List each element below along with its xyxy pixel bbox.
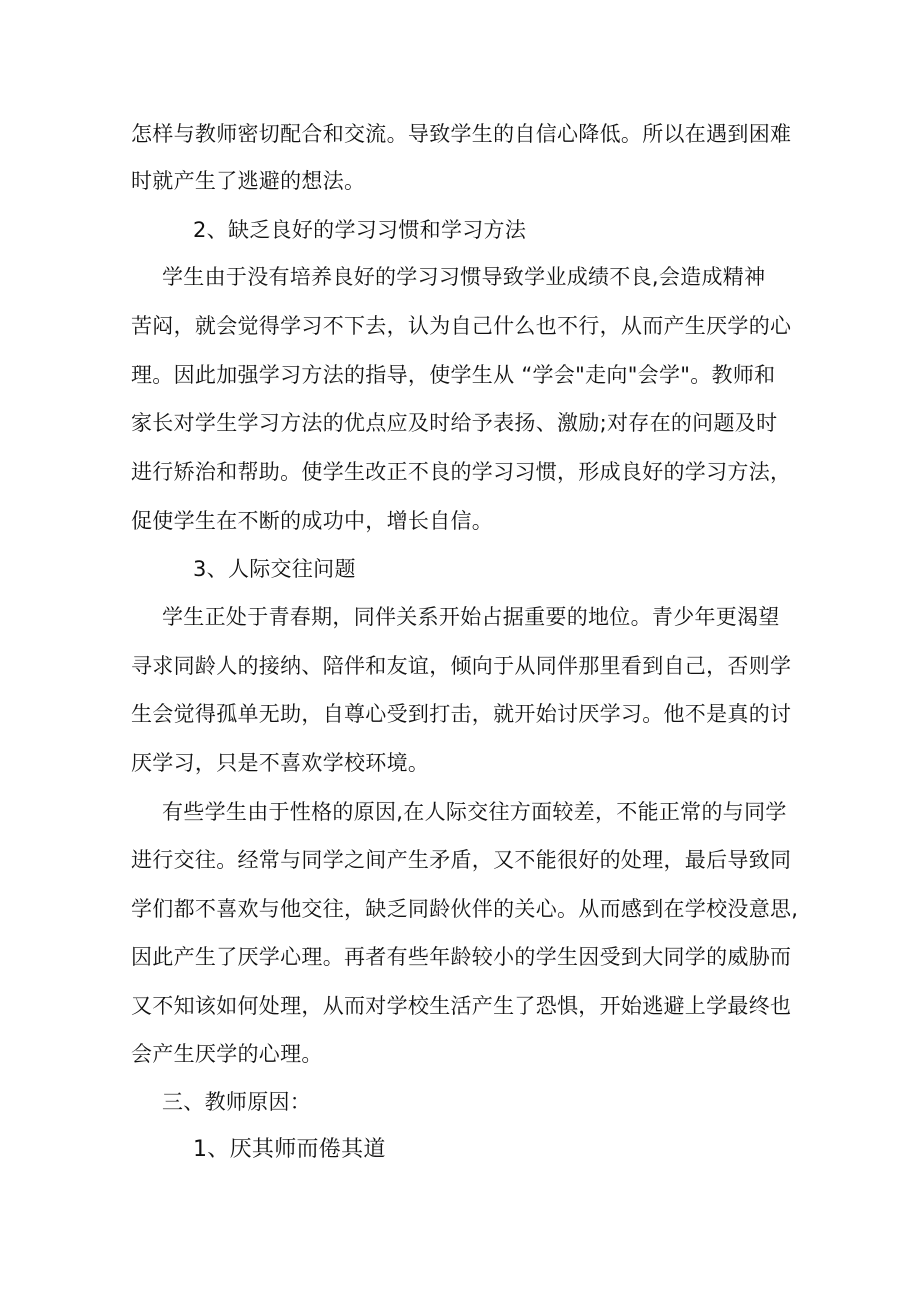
text-line: 理。因此加强学习方法的指导，使学生从 “学会"走向"会学"。教师和 (131, 363, 776, 387)
text-line: 时就产生了逃避的想法。 (131, 169, 366, 193)
text-line: 怎样与教师密切配合和交流。导致学生的自信心降低。所以在遇到困难 (131, 122, 792, 146)
text-line: 会产生厌学的心理。 (131, 1042, 323, 1066)
text-line: 学生正处于青春期，同伴关系开始占据重要的地位。青少年更渴望 (162, 605, 780, 629)
text-line: 学生由于没有培养良好的学习习惯导致学业成绩不良,会造成精神 (162, 265, 766, 289)
text-line: 家长对学生学习方法的优点应及时给予表扬、激励;对存在的问题及时 (131, 411, 778, 435)
text-line: 厌学习，只是不喜欢学校环境。 (131, 751, 430, 775)
text-line: 苦闷，就会觉得学习不下去，认为自己什么也不行，从而产生厌学的心 (131, 314, 792, 338)
text-line: 寻求同龄人的接纳、陪伴和友谊，倾向于从同伴那里看到自己，否则学 (131, 654, 792, 678)
text-line: 生会觉得孤单无助，自尊心受到打击，就开始讨厌学习。他不是真的讨 (131, 702, 792, 726)
text-line: 促使学生在不断的成功中，增长自信。 (131, 509, 494, 533)
section-heading: 三、教师原因： (162, 1090, 312, 1114)
text-line: 因此产生了厌学心理。再者有些年龄较小的学生因受到大同学的威胁而 (131, 945, 792, 969)
text-line: 又不知该如何处理，从而对学校生活产生了恐惧，开始逃避上学最终也 (131, 994, 792, 1018)
text-line: 进行交往。经常与同学之间产生矛盾，又不能很好的处理，最后导致同 (131, 848, 792, 872)
section-heading: 2、缺乏良好的学习习惯和学习方法 (193, 218, 527, 242)
section-heading: 1、厌其师而倦其道 (193, 1137, 386, 1162)
text-line: 学们都不喜欢与他交往，缺乏同龄伙伴的关心。从而感到在学校没意思, (131, 897, 799, 921)
text-line: 进行矫治和帮助。使学生改正不良的学习习惯，形成良好的学习方法， (131, 460, 792, 484)
section-heading: 3、人际交往问题 (193, 557, 356, 581)
text-line: 有些学生由于性格的原因,在人际交往方面较差，不能正常的与同学 (162, 800, 787, 824)
